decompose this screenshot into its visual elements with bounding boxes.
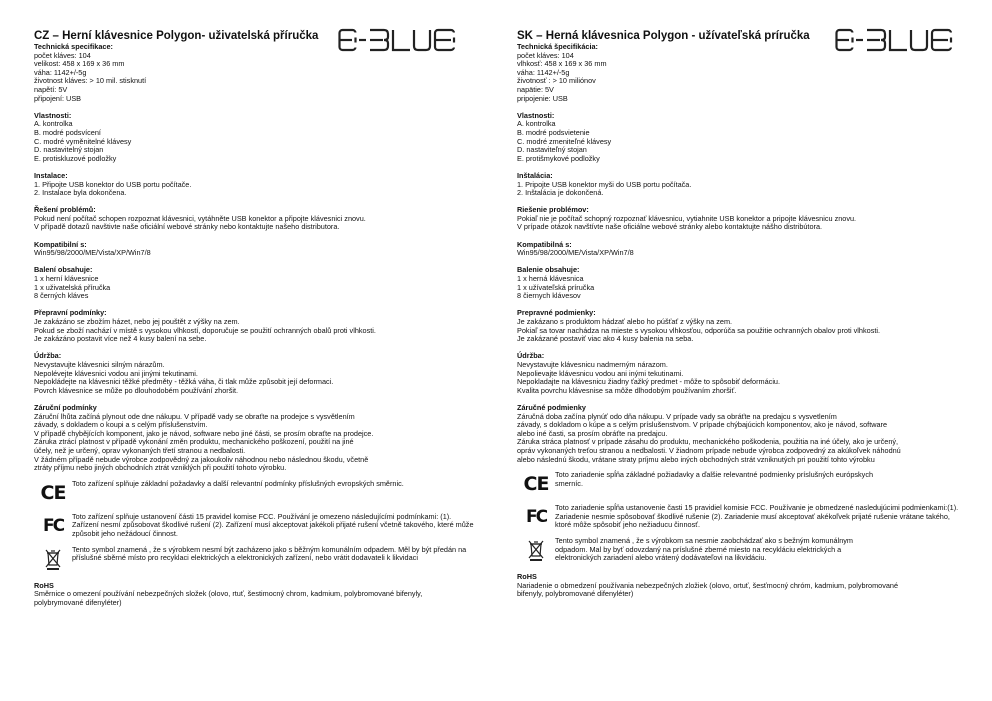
section (34, 241, 484, 258)
spec-line: pripojenie: USB (517, 93, 568, 103)
eblue-logo (835, 28, 953, 52)
section (517, 352, 967, 395)
sk-rohs-heading: RoHS (517, 572, 537, 582)
cz-spec-heading: Technická specifikace: (34, 42, 113, 51)
section-line: 1. Připojte USB konektor do USB portu počítače. (34, 179, 192, 189)
section-heading: Kompatibilná s: (517, 239, 572, 249)
section-line: B. modré podsvícení (34, 127, 101, 137)
section-line: Win95/98/2000/ME/Vista/XP/Win7/8 (34, 248, 151, 258)
section-line: 1 x herní klávesnice (34, 274, 99, 284)
section-line: C. modré vyměnitelné klávesy (34, 136, 132, 146)
section-line: B. modré podsvietenie (517, 127, 590, 137)
section (34, 266, 484, 300)
section-line: Je zakázáno se zbožím házet, nebo jej pouštět z výšky na zem. (34, 317, 240, 326)
cz-rohs-text: Směrnice o omezení používání nebezpečných složek (olovo, rtuť, šestimocný chrom, kadmium, polybromované bifenyly, polybrymované difenyléter) (34, 589, 423, 607)
section-heading: Vlastnosti: (34, 110, 72, 120)
section (517, 266, 967, 300)
section-line: Nevystavujte klávesnici silným nárazům. (34, 359, 165, 369)
section (34, 112, 484, 164)
cz-ce-text: Toto zařízení splňuje základní požadavky a další relevantní podmínky příslušných evropských směrnic. (72, 478, 404, 488)
cz-weee-row (34, 546, 484, 572)
weee-bin-icon (528, 539, 544, 561)
sk-column (517, 30, 967, 599)
spec-line: životnost kláves: > 10 mil. stisknutí (34, 76, 147, 86)
section-heading: Přepravní podmínky: (34, 308, 107, 318)
section-heading: Údržba: (517, 351, 545, 361)
section (34, 404, 484, 473)
section-line: závady, s dokladem o koupi a s celým příslušenstvím. (34, 420, 208, 430)
spec-line: váha: 1142+/-5g (517, 67, 570, 77)
section-heading: Řešení problémů: (34, 205, 96, 215)
section-line: 1 x užívateľská príručka (517, 282, 595, 292)
sk-sections (517, 112, 967, 464)
spec-line: váha: 1142+/-5g (34, 67, 87, 77)
section-line: 8 černých kláves (34, 291, 89, 301)
spec-line: napětí: 5V (34, 84, 68, 94)
section-line: Pokud se zboží nachází v místě s vysokou vlhkostí, doporučuje se použití ochranných obalů proti vlhkosti. (34, 325, 376, 335)
sk-spec-list (517, 52, 967, 104)
sk-fcc-text: Toto zariadenie spĺňa ustanovenie časti 15 pravidiel komisie FCC. Používanie je obmedzené nasledujúcimi podmienkami:(1). Zariadenie nesmie spôsobovať škodlivé rušenie (2). Zariadenie musí akceptovať akékoľvek prijaté rušenie vrátane takého, ktoré môže spôsobiť jeho nežiaducu činnosť. (555, 503, 959, 530)
fcc-mark-icon: FC (525, 507, 547, 528)
section-line: Je zakázané postaviť viac ako 4 kusy balenia na seba. (517, 334, 694, 344)
section-line: 1 x herná klávesnica (517, 274, 584, 284)
cz-ce-row (34, 480, 484, 506)
section-heading: Záruční podmínky (34, 402, 97, 412)
spec-line: připojení: USB (34, 93, 82, 103)
section-line: E. protiskluzové podložky (34, 153, 117, 163)
section-line: V žádném případě nebude výrobce zodpovědný za jakoukoliv náhodnou nebo následnou škodu, včetně (34, 454, 369, 464)
section (34, 172, 484, 198)
section (517, 206, 967, 232)
section-line: účely, než je určený, oprav vykonaných třetí stranou a nedbalosti. (34, 445, 246, 455)
section-line: 2. Instalace byla dokončena. (34, 188, 127, 198)
section-line: Záruka ztrácí platnost v případě vykonání změn produktu, mechanického poškození, použití na jiné (34, 437, 354, 447)
cz-fcc-text: Toto zařízení splňuje ustanovení části 15 pravidel komise FCC. Používání je omezeno následujícími podmínkami: (1). Zařízení nesmí způsobovat škodlivé rušení (2). Zařízení musí akceptovat jakékoli přijaté rušení včetně takového, které může způsobit jeho nežádoucí činnost. (72, 511, 474, 538)
cz-weee-text: Tento symbol znamená , že s výrobkem nesmí být zacházeno jako s běžným komunálním odpadem. Měl by být předán na příslušné sběrné místo pro recyklaci elektrických a elektronických zařízení, nebo vrátit dodavateli k likvidaci (72, 544, 467, 563)
section-line: Záručná doba začína plynúť odo dňa nákupu. V prípade vady sa obráťte na predajcu s vysvetlením (517, 411, 837, 421)
section-line: 2. Inštalácia je dokončená. (517, 188, 604, 198)
ce-mark-icon: CE (523, 473, 549, 496)
section (517, 172, 967, 198)
sk-weee-row (517, 537, 967, 563)
section-line: V prípade otázok navštívte naše oficiálne webové stránky alebo kontaktujte nášho distribútora. (517, 222, 823, 232)
section-line: 1. Pripojte USB konektor myši do USB portu počítača. (517, 179, 692, 189)
spec-line: vlhkosť: 458 x 169 x 36 mm (517, 59, 607, 69)
sk-ce-row (517, 471, 967, 497)
section-line: Nepolévejte klávesnici vodou ani jinými tekutinami. (34, 368, 198, 378)
section-line: V případě dotazů navštivte naše oficiální webové stránky nebo kontaktujte našeho distributora. (34, 222, 340, 232)
section (34, 352, 484, 395)
sk-weee-text: Tento symbol znamená , že s výrobkom sa nesmie zaobchádzať ako s bežným komunálnym odpadom. Mal by byť odovzdaný na príslušné zberné miesto na recykláciu elektrických a elektronických zariadení alebo vrátený dodávateľovi na likvidáciu. (555, 536, 853, 563)
eblue-logo (338, 28, 456, 52)
section-line: opráv vykonaných treťou stranou a nedbalosti. V žiadnom prípade nebude výrobca zodpovedný za akúkoľvek náhodnú (517, 445, 901, 455)
cz-fcc-row (34, 513, 484, 539)
section-line: Win95/98/2000/ME/Vista/XP/Win7/8 (517, 248, 634, 258)
section-line: D. nastaviteľný stojan (517, 145, 587, 155)
section (517, 241, 967, 258)
weee-bin-icon (45, 548, 61, 570)
section-line: Nepolievajte klávesnicu vodou ani inými tekutinami. (517, 368, 684, 378)
section-line: Pokiaľ nie je počítač schopný rozpoznať klávesnicu, vytiahnite USB konektor a pripojte klávesnicu znovu. (517, 213, 857, 223)
section-heading: Balení obsahuje: (34, 265, 93, 275)
sk-title: SK – Herná klávesnica Polygon - užívateľská príručka (517, 30, 810, 42)
section-line: 8 čiernych klávesov (517, 291, 581, 301)
section-line: C. modré zmeniteľné klávesy (517, 136, 612, 146)
section-line: Povrch klávesnice se může po dlouhodobém používání zhoršit. (34, 385, 239, 395)
section-heading: Vlastnosti: (517, 110, 555, 120)
spec-line: počet kláves: 104 (34, 50, 91, 60)
sk-rohs-text: Nariadenie o obmedzení používania nebezpečných zložiek (olovo, ortuť, šesťmocný chróm, kadmium, polybromované bifenyly, polybromované difenyléter) (517, 580, 899, 599)
fcc-mark-icon: FC (42, 515, 64, 536)
spec-line: napätie: 5V (517, 84, 554, 94)
section-line: závady, s dokladom o kúpe a s celým príslušenstvom. V prípade chýbajúcich komponentov, ako je návod, software (517, 420, 888, 430)
cz-column (34, 30, 484, 607)
section-line: Pokiaľ sa tovar nachádza na mieste s vysokou vlhkosťou, odporúča sa použitie ochranných obalov proti vlhkosti. (517, 325, 881, 335)
section (34, 309, 484, 343)
section-line: Záruční lhůta začíná plynout ode dne nákupu. V případě vady se obraťte na prodejce s vysvětlením (34, 411, 355, 421)
section-line: alebo následnú škodu, vrátane straty príjmu alebo iných obchodných strát vzniknutých pri použití tohto výrobku (517, 454, 875, 464)
sk-spec-heading: Technická špecifikácia: (517, 42, 598, 51)
section (517, 309, 967, 343)
cz-title: CZ – Herní klávesnice Polygon- uživatelská příručka (34, 30, 319, 42)
section-line: Je zakázáno postavit více než 4 kusy balení na sebe. (34, 334, 207, 344)
section-line: Nepokladajte na klávesnicu žiadny ťažký predmet - môže to spôsobiť deformáciu. (517, 377, 781, 387)
section-heading: Záručné podmienky (517, 402, 586, 412)
section-line: A. kontrolka (517, 119, 556, 129)
ce-mark-icon: CE (40, 481, 66, 504)
section-line: Nevystavujte klávesnicu nadmerným nárazom. (517, 359, 668, 369)
section (34, 206, 484, 232)
section-line: Kvalita povrchu klávesnise sa môže dlhodobým používaním zhoršiť. (517, 385, 737, 395)
section-line: Je zakázano s produktom hádzať alebo ho púšťať z výšky na zem. (517, 317, 733, 326)
spec-line: počet kláves: 104 (517, 50, 574, 60)
section-line: alebo iné časti, sa prosím obráťte na predajcu. (517, 428, 668, 438)
spec-line: velikost: 458 x 169 x 36 mm (34, 59, 125, 69)
cz-sections (34, 112, 484, 473)
section-heading: Údržba: (34, 351, 62, 361)
section-line: Pokud není počítač schopen rozpoznat klávesnici, vytáhněte USB konektor a připojte klávesnici znovu. (34, 213, 366, 223)
section-line: Nepokládejte na klávesnici těžké předměty - těžká váha, či tlak může způsobit její deformaci. (34, 377, 334, 387)
cz-spec-list (34, 52, 484, 104)
section-heading: Balenie obsahuje: (517, 265, 580, 275)
section-line: A. kontrolka (34, 119, 73, 129)
section-heading: Kompatibilní s: (34, 239, 87, 249)
section-line: E. protišmykové podložky (517, 153, 600, 163)
section-heading: Instalace: (34, 170, 68, 180)
section-line: ztráty příjmu nebo jiných obchodních ztrát vzniklých při použití tohoto výrobku. (34, 463, 287, 473)
section (517, 404, 967, 464)
spec-line: životnosť : > 10 miliónov (517, 76, 596, 86)
section (517, 112, 967, 164)
cz-rohs-heading: RoHS (34, 580, 54, 590)
section-line: D. nastavitelný stojan (34, 145, 104, 155)
section-heading: Inštalácia: (517, 170, 553, 180)
section-heading: Riešenie problémov: (517, 205, 589, 215)
section-line: V případě chybějících komponent, jako je návod, software nebo jiné části, se prosím obraťte na prodejce. (34, 428, 374, 438)
section-heading: Prepravné podmienky: (517, 308, 596, 318)
section-line: 1 x uživatelská příručka (34, 282, 111, 292)
sk-ce-text: Toto zariadenie spĺňa základné požiadavky a ďalšie relevantné podmienky príslušných európskych smerníc. (555, 470, 874, 488)
section-line: Záruka stráca platnosť v prípade zásahu do produktu, mechanického poškodenia, použitia na iné účely, ako je určený, (517, 437, 899, 447)
sk-fcc-row (517, 504, 967, 530)
